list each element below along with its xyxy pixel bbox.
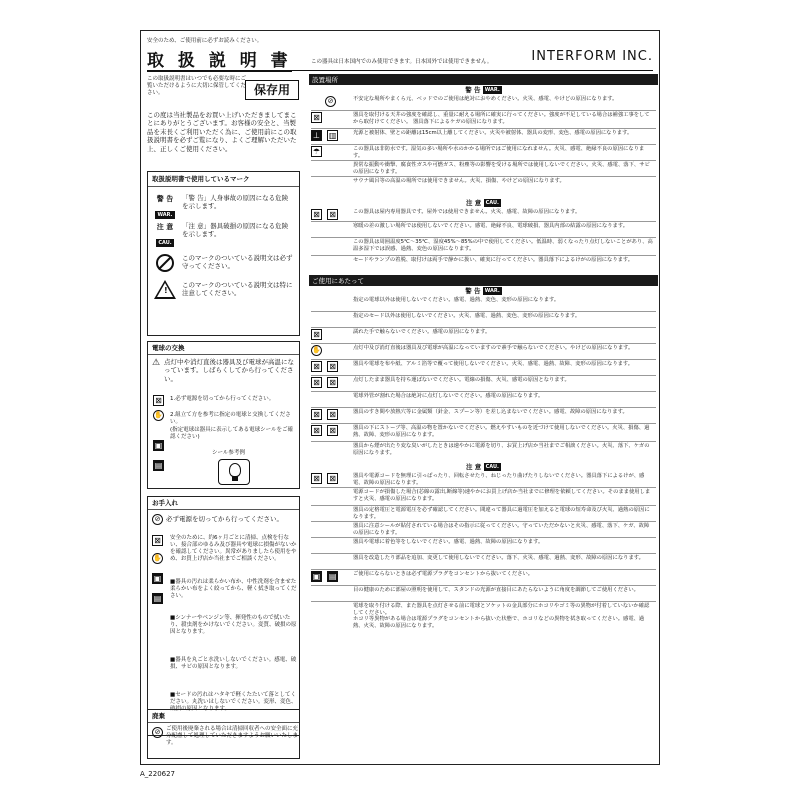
use-caution-title (311, 462, 656, 471)
mark-attention-text: このマークのついている説明文は特に注意してください。 (182, 281, 293, 298)
bulb-step2-note: (指定電球は器具に表示してある電球シールをご確認ください) (170, 427, 294, 440)
use-v3: 器具の定格電圧と電源電圧を必ず確認してください。間違って器具に過電圧を加えると電球の短寿命及び火災、過熱の原因になります。 (353, 507, 650, 520)
wet-hand-icon: ⊠ (311, 329, 322, 340)
use-u3: 濡れた手で触らないでください。感電の原因になります。 (353, 329, 491, 335)
marks-box (147, 171, 300, 336)
prohibit-icon (156, 254, 174, 272)
pull-prohibit-icon: ⊠ (311, 473, 322, 484)
keep-badge: 保存用 (245, 80, 299, 100)
bulb-warn-text: 点灯中や消灯直後は器具及び電球が高温になっています。しばらくしてから行ってください。 (164, 358, 294, 383)
install-item (311, 95, 656, 111)
disposal-text: ご使用後廃棄される場合は清掃回収者への安全面に充分配慮して処理していただきますようお願いいたします。 (166, 726, 299, 746)
heat-prohibit-icon: ⊠ (311, 425, 322, 436)
use-item (311, 506, 656, 522)
warning-badge: WAR. (484, 288, 500, 294)
instruction-sheet (140, 30, 660, 765)
prohibit-icon: ⊘ (152, 727, 163, 738)
keep-note: この取扱説明書はいつでも必要な時にご覧いただけるように大切に保管してください。 (147, 76, 247, 96)
care-bullet-3: ■器具を丸ごと水洗いしないでください。感電、破損、サビの原因となります。 (170, 657, 297, 670)
care-inspect: 安全のために、約6ヶ月ごとに清掃、点検を行ない、接合部のゆるみ及び器具や電球に損傷がないかを確認してください。異常がありましたら使用をやめ、お買上げ店か当社までご相談ください。 (170, 535, 297, 562)
company-name: INTERFORM INC. (531, 49, 653, 64)
use-item (311, 472, 656, 488)
install-item (311, 129, 656, 145)
wall-icon: ▥ (328, 131, 337, 140)
use-v8: 目の健康のために部屋の照明を使用して、スタンドの光源が直接目にあたらないように角度を調節してご使用ください。 (353, 587, 639, 593)
install-w1: 不安定な場所やまくら元、ベッドでのご使用は絶対におやめください。火災、感電、やけどの原因になります。 (353, 96, 618, 102)
seal-label: シール参考例 (212, 450, 245, 456)
install-section-header: 設置場所 (309, 74, 658, 85)
prohibit-icon: ⊘ (325, 96, 336, 107)
ceiling-icon: ⊠ (311, 112, 322, 123)
install-item (311, 177, 656, 195)
unplug-icon: ⊠ (153, 395, 164, 406)
use-caution-word: 注 意 (466, 463, 482, 471)
use-item (311, 586, 656, 602)
use-item (311, 488, 656, 506)
install-c4: セードやランプの着脱、取付けは両手で静かに扱い、確実に行ってください。器具落下によるけがの原因になります。 (353, 257, 634, 263)
no-touch-icon: ✋ (153, 554, 162, 562)
plug-icon: ▣ (154, 441, 163, 450)
install-warning-word: 警 告 (465, 86, 481, 94)
heat-prohibit-icon: ⊠ (327, 425, 338, 436)
use-warning-word: 警 告 (465, 287, 481, 295)
use-v6: 器具を改造したり部品を追加、変更して使用しないでください。落下、火災、感電、過熱、変形、故障の原因になります。 (353, 555, 644, 561)
use-item (311, 522, 656, 538)
bulb-box (147, 341, 300, 489)
intro-text: この度は当社製品をお買い上げいただきましてまことにありがとうございます。お客様の安全と、当製品を末長くご利用いただく為に、ご使用前にこの取扱説明書を必ずご覧になり、よくご理解いただいた上、正しくご使用ください。 (147, 111, 297, 153)
distance-icon: ⊥ (311, 130, 322, 141)
install-item (311, 238, 656, 256)
use-u5: 器具や電球を布や紙、アルミ箔等で覆って使用しないでください。火災、感電、過熱、故障、変形の原因になります。 (353, 361, 634, 367)
domestic-note: この器具は日本国内でのみ使用できます。日本国外では使用できません。 (311, 59, 493, 65)
rain-prohibit-icon: ⊠ (327, 209, 338, 220)
use-item (311, 538, 656, 554)
care-bullet-1: ■器具の汚れは柔らかい布か、中性洗剤を含ませた柔らかい布をよく絞ってから、軽く拭き取ってください。 (170, 579, 297, 599)
mark-warning-word: 警 告 (156, 195, 174, 203)
use-item (311, 392, 656, 408)
carry-prohibit-icon: ⊠ (311, 377, 322, 388)
use-section-header: ご使用にあたって (309, 275, 658, 286)
bulb-step2: 2.組立て方を参考に指定の電球と交換してください。 (170, 412, 291, 425)
install-w6: サウナ風呂等の高温の場所では使用できません。火災、損傷、やけどの原因になります。 (353, 178, 565, 184)
use-item (311, 296, 656, 312)
install-item (311, 111, 656, 129)
warning-badge: WAR. (484, 87, 500, 93)
header-divider (147, 70, 653, 71)
use-u1: 指定の電球以外は使用しないでください。感電、過熱、変色、変形の原因になります。 (353, 297, 560, 303)
use-u10: 器具から煙が出たり変な臭いがしたときは速やかに電源を切り、お買上げ店か当社までご相談ください。火災、落下、ケガの原因になります。 (353, 443, 650, 456)
mark-caution-text: 「注 意」器具破損の原因になる危険を示します。 (182, 222, 289, 239)
mark-prohibit-text: このマークのついている説明文は必ず守ってください。 (182, 254, 293, 271)
mark-warning-text: 「警 告」人身事故の原因になる危険を示します。 (182, 194, 289, 211)
use-item (311, 424, 656, 442)
use-u4: 点灯中及び消灯直後は器具及び電球が高温になっていますので素手で触らないでください。やけどの原因になります。 (353, 345, 634, 351)
marks-title: 取扱説明書で使用しているマーク (152, 175, 250, 183)
caution-badge: CAU. (158, 239, 172, 246)
attention-icon: ! (154, 280, 176, 299)
use-u6: 点灯したまま器具を持ち運ばないでください。電線の損傷、火災、感電の原因となります。 (353, 377, 570, 383)
caution-badge: CAU. (485, 464, 499, 470)
care-box (147, 496, 300, 736)
use-item (311, 312, 656, 328)
insert-prohibit-icon: ⊠ (311, 409, 322, 420)
attention-icon: ⚠ (152, 358, 161, 368)
no-touch-icon: ✋ (312, 346, 321, 354)
install-item (311, 161, 656, 177)
install-w5: 異常な振動や衝撃、腐食性ガスや可燃ガス、粉塵等の影響を受ける場所では使用しないでください。火災、感電、落下、サビの原因になります。 (353, 162, 650, 175)
install-w2: 器具を取付ける天井の強度を確認し、重量に耐える場所に確実に行ってください。強度が不足している場合は補強工事をしてから取付けてください。 器具落下によるケガの原因になります。 (353, 112, 650, 125)
install-item (311, 145, 656, 161)
install-caution-title (311, 198, 656, 207)
safety-note: 安全のため、ご使用前に必ずお読みください。 (147, 38, 263, 44)
install-w3: 光源と被射体、壁との距離は15cm以上離してください。火災や被射体、器具の変形、変色、感電の原因になります。 (353, 130, 633, 136)
bulb-seal-icon (218, 459, 250, 485)
use-item (311, 570, 656, 586)
pull-prohibit-icon: ⊠ (327, 473, 338, 484)
use-item (311, 376, 656, 392)
use-v2: 電源コードが損傷した場合(芯線の露出,断線等)速やかにお買上げ店か当社までに修理を依頼してください。そのまま使用しますと火災、感電の原因になります。 (353, 489, 651, 502)
caution-badge: CAU. (485, 200, 499, 206)
use-item (311, 442, 656, 460)
cover-prohibit-icon: ⊠ (327, 361, 338, 372)
install-c1: この器具は屋内専用器具です。屋外では使用できません。火災、感電、故障の原因になります。 (353, 209, 581, 215)
use-v10: ホコリ等異物がある場合は電源プラグをコンセントから抜いた状態で、ホコリなどの異物を拭き取ってください。感電、過熱、火災、故障の原因になります。 (353, 616, 645, 629)
use-v5: 器具や電球に着色等をしないでください。感電、過熱、故障の原因になります。 (353, 539, 544, 545)
install-c3: この器具は周囲温度5℃～35℃、湿度45%～85%の中で使用してください。低温時、弱くなったり点灯しないことがあり、高温多湿下では誤感、過熱、変色の原因になります。 (353, 239, 653, 252)
use-v7: ご使用にならないときは必ず電源プラグをコンセントから抜いてください。 (353, 571, 534, 577)
use-u7: 電球外管が割れた場合は絶対に点灯しないでください。感電の原因になります。 (353, 393, 544, 399)
install-w4: この器具は非防水です。湿気の多い場所や水のかかる場所ではご使用になれません。火災、感電、絶縁不良の原因になります。 (353, 146, 645, 159)
care-bullet-4: ■セードの汚れはハタキで軽くたたいて落としてください。丸洗いはしないでください。変形、変色、破損の原因となります。 (170, 692, 297, 712)
install-item (311, 208, 656, 222)
use-u9: 器具の下にストーブ等、高温の物を置かないでください。燃えやすいものを近づけて使用しないでください。火災、損傷、過熱、故障、変形の原因になります。 (353, 425, 650, 438)
mark-caution-word: 注 意 (156, 223, 174, 231)
outdoor-prohibit-icon: ⊠ (311, 209, 322, 220)
document-code: A_220627 (140, 770, 176, 778)
no-water-icon: ☂ (312, 147, 321, 156)
install-item (311, 256, 656, 272)
use-item (311, 328, 656, 344)
plug-icon: ▣ (153, 574, 162, 583)
prohibit-icon: ⊘ (152, 514, 163, 525)
carry-prohibit-icon: ⊠ (327, 377, 338, 388)
outlet-icon: ▤ (153, 594, 162, 603)
use-item (311, 344, 656, 360)
outlet-icon: ▤ (328, 572, 337, 581)
use-u2: 指定のセード以外は使用しないでください。火災、感電、過熱、変色、変形の原因になります。 (353, 313, 581, 319)
use-warning-title (311, 286, 656, 295)
install-item (311, 222, 656, 238)
use-v1: 器具や電源コードを無理に引っぱったり、回転させたり、ねじったり曲げたりしないでください。器具落下によるけが、感電、故障の原因になります。 (353, 473, 645, 486)
care-title: お手入れ (152, 499, 178, 507)
no-touch-icon: ✋ (154, 411, 163, 419)
use-v4: 器具に注意シールが貼付されている場合はその指示に従ってください。守っていただかないと火災、感電、落下、ケガ、故障の原因になります。 (353, 523, 650, 536)
care-power: 必ず電源を切ってから行ってください。 (166, 515, 283, 523)
bulb-step1: 1.必ず電源を切ってから行ってください。 (170, 396, 275, 402)
warning-badge: WAR. (157, 211, 173, 218)
install-c2: 寒暖の差の激しい場所では使用しないでください。感電、絶縁不良、電球破損、器具内部の結露の原因になります。 (353, 223, 629, 229)
install-caution-word: 注 意 (466, 199, 482, 207)
outlet-icon: ▤ (154, 461, 163, 470)
cover-prohibit-icon: ⊠ (311, 361, 322, 372)
disposal-title: 廃棄 (152, 712, 165, 720)
bulb-title: 電球の交換 (152, 344, 185, 352)
use-v9: 電球を取り付ける際、また器具を点灯させる前に電球とソケットの金具部分にホコリやゴミ等の異物が付着していないか確認してください。 (353, 603, 650, 616)
use-item (311, 408, 656, 424)
plug-icon: ▣ (312, 572, 321, 581)
insert-prohibit-icon: ⊠ (327, 409, 338, 420)
care-bullet-2: ■シンナーやベンジン等、揮発性のもので拭いたり、殺虫剤をかけないでください。変質、破損の原因となります。 (170, 615, 297, 635)
use-item (311, 602, 656, 632)
disposal-box (147, 709, 300, 759)
install-warning-title (311, 85, 656, 94)
unplug-icon: ⊠ (152, 535, 163, 546)
use-item (311, 360, 656, 376)
page-title: 取 扱 説 明 書 (147, 46, 292, 72)
use-u8: 器具のすき間や放熱穴等に金属類（針金、スプーン等）を差し込まないでください。感電、故障の原因になります。 (353, 409, 628, 415)
use-item (311, 554, 656, 570)
